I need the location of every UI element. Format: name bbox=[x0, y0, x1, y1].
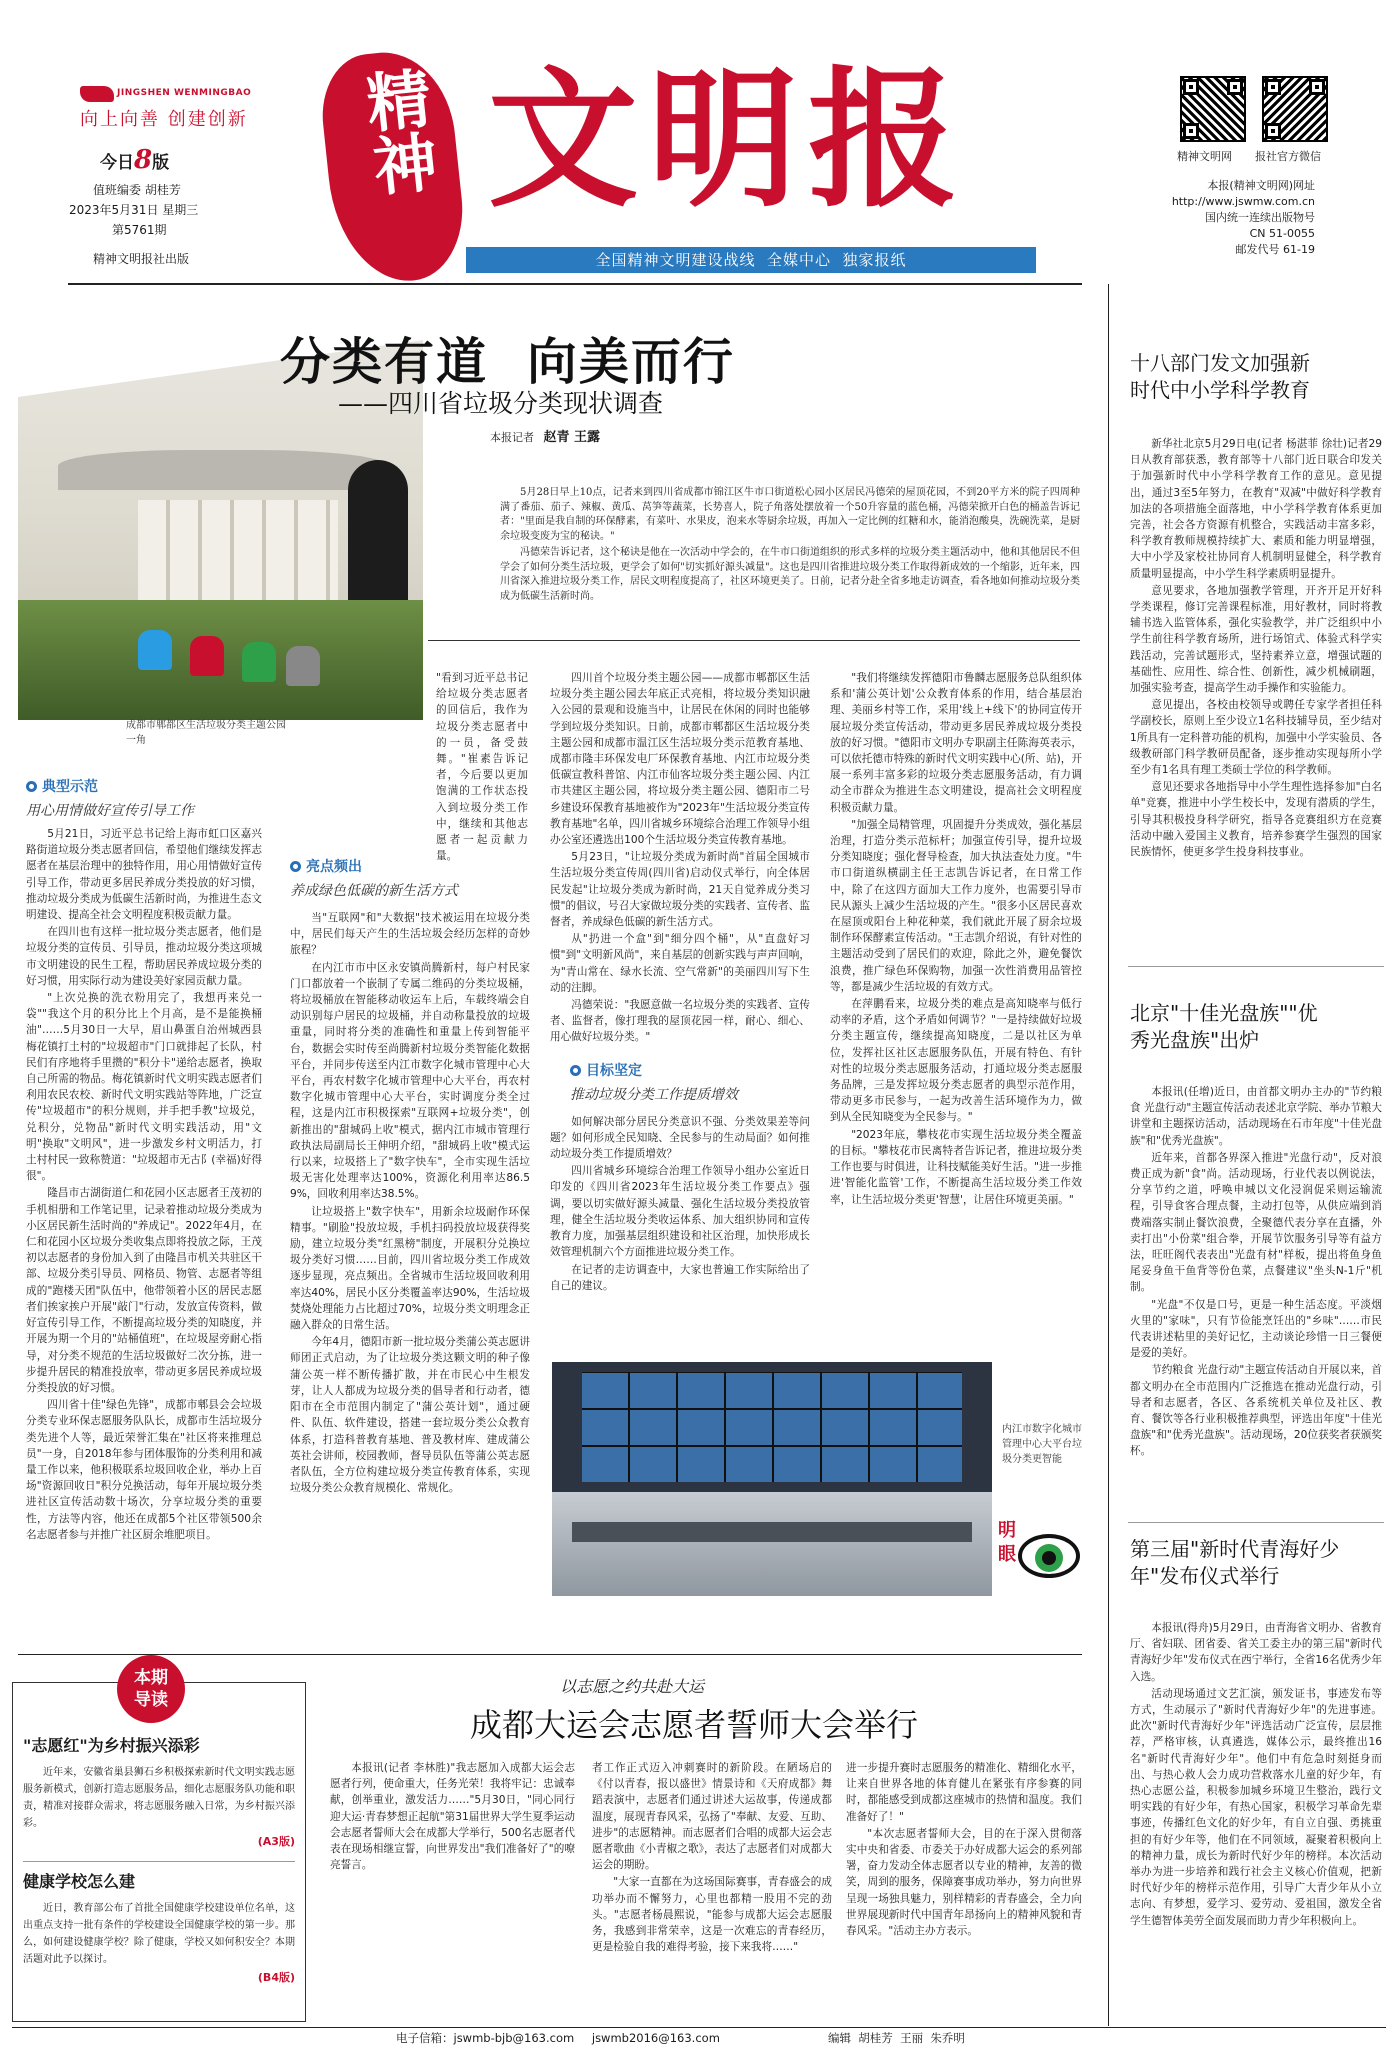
paragraph: 如何解决部分居民分类意识不强、分类效果差等问题？如何形成全民知晓、全民参与的生动局面？如何推动垃圾分类工作提质增效？ bbox=[550, 1115, 810, 1161]
section-highlights bbox=[290, 856, 540, 900]
section-typical bbox=[26, 776, 256, 820]
paragraph: 本报讯(任增)近日，由首都文明办主办的"节约粮食 光盘行动"主题宣传活动表述北京学院、举办节粮大讲堂和主题探访活动，活动现场在石市年度"十佳光盘族"和"优秀光盘族"。 bbox=[1130, 1086, 1382, 1147]
section-goal bbox=[570, 1060, 810, 1104]
intro-rule bbox=[428, 640, 1080, 641]
lead-byline bbox=[490, 426, 600, 445]
lead-headline: 分类有道 向美而行 bbox=[280, 333, 735, 391]
edition-label: 今日 bbox=[100, 153, 134, 173]
edition-num: 8 bbox=[134, 145, 153, 175]
editor-line: 值班编委 胡桂芳 bbox=[93, 183, 181, 197]
guide-divider bbox=[23, 1861, 295, 1862]
issue-line: 第5761期 bbox=[112, 223, 167, 237]
masthead-small-logo bbox=[80, 86, 114, 102]
section-title: 典型示范 bbox=[26, 776, 256, 796]
section-title: 亮点频出 bbox=[290, 856, 540, 876]
paragraph: "大家一直都在为这场国际赛事，青春盛会的成功举办而不懈努力，心里也都精一股用不完的劲头。"志愿者杨晨熙说，"能参与成都大运会志愿服务，我感到非常荣幸，这是一次难忘的青春经历，更是检验自我的难得考验，接下来我将……" bbox=[592, 1876, 832, 1954]
paragraph: 四川省十佳"绿色先锋"，成都市郫县会会垃圾分类专业环保志愿服务队队长，成都市生活垃圾分类先进个人等，最近荣誉汇集在"社区将来推理总员"一身，自2018年参与团体服饰的分类利用和减量工作以来，他积极联系垃圾回收企业，举办上百场"资源回收日"积分兑换活动，每年开展垃圾分类进社区宣传活动数十场次，分享垃圾分类的重要性，方法等内容，他还在成都5个社区带领500余名志愿者参与并推广社区厨余堆肥项目。 bbox=[26, 1399, 262, 1541]
paragraph: 隆昌市古湖街道仁和花园小区志愿者王茂初的手机相册和工作笔记里，记录着推动垃圾分类成为小区居民新生活时尚的"养成记"。2022年4月，在仁和花园小区垃圾分类收集点即将投放之际，王茂初以志愿者的身份加入到了由隆昌市机关共驻区干部、垃圾分类引导员、网格员、物管、志愿者等组成的"跑楼天团"队伍中，他带领着小区的居民志愿者们挨家挨户开展"敲门"行动，发放宣传资料，做好宣传引导工作，不断提高垃圾分类的知晓度，并开展为期一个月的"站桶值班"，在垃圾屋旁耐心指导，对分类不规范的生活垃圾做好二次分拣，进一步提升居民的精准投放率，带动更多居民养成垃圾分类投放的好习惯。 bbox=[26, 1187, 262, 1394]
guide-item[interactable] bbox=[23, 1869, 295, 1985]
date-line: 2023年5月31日 星期三 bbox=[69, 203, 199, 217]
right-article-title: 北京"十佳光盘族""优秀光盘族"出炉 bbox=[1130, 1001, 1318, 1052]
logo-seal-text: 精神 bbox=[352, 64, 441, 200]
guide-item-page: (B4版) bbox=[257, 1971, 295, 1984]
section-subtitle: 养成绿色低碳的新生活方式 bbox=[290, 883, 458, 899]
info-line: 邮发代号 61-19 bbox=[1235, 243, 1315, 256]
paragraph: 在记者的走访调查中，大家也普遍工作实际给出了自己的建议。 bbox=[550, 1263, 810, 1292]
footer-editors: 编辑 胡桂芳 王丽 朱乔明 bbox=[828, 2031, 965, 2045]
paragraph: "我们将继续发挥德阳市鲁麟志愿服务总队组织体系和'蒲公英计划'公众教育体系的作用，结合基层治理、美丽乡村等工作，采用'线上+线下'的协同宣传开展垃圾分类宣传活动，带动更多居民养成垃圾分类投放的好习惯。"德阳市文明办专职副主任陈海英表示，可以依托德市特殊的新时代文明实践中心(所、站)，开展一系列丰富多彩的垃圾分类志愿服务活动，有力调动全市群众为推进生态文明建设，提高社会文明程度积极贡献力量。 bbox=[830, 672, 1082, 814]
paragraph: 节约粮食 光盘行动"主题宣传活动自开展以来，首都文明办在全市范围内广泛推选在推动光盘行动，引导者和志愿者，各区、各系统机关单位及社区、教育、餐饮等各行业积极推荐典型，评选出年度"十佳光盘族"和"优秀光盘族"。活动现场，20位获奖者获颁奖杯。 bbox=[1130, 1364, 1382, 1458]
info-line: 本报(精神文明网)网址 bbox=[1207, 179, 1315, 192]
paragraph: 四川省城乡环境综合治理工作领导小组办公室近日印发的《四川省2023年生活垃圾分类工作要点》强调，要以切实做好源头减量、强化生活垃圾分类投放管理，健全生活垃圾分类收运体系、加大组织协同和宣传教育力度，加强基层组织建设和社区治理，加快形成长效管理机制六个方面推进垃圾分类工作。 bbox=[550, 1165, 810, 1259]
guide-item[interactable] bbox=[23, 1733, 295, 1849]
right-article-title: 十八部门发文加强新时代中小学科学教育 bbox=[1130, 351, 1310, 402]
footer-email-2[interactable]: jswmb2016@163.com bbox=[591, 2031, 720, 2045]
right-article-body bbox=[1130, 436, 1382, 956]
info-line: CN 51-0055 bbox=[1249, 227, 1315, 240]
paragraph: 在内江市市中区永安镇尚腾新村，每户村民家门口都放着一个嵌制了专属二维码的分类垃圾桶，将垃圾桶放在智能移动收运车上后，车载终端会自动识别每户居民的垃圾桶，并自动称量投放的垃圾重量，同时将分类的准确性和重量上传到智能平台，数据会实时传至尚腾新村垃圾分类智能化数据平台，并同步传送至内江市数字化城市管理中心大平台，再农村数字化城市管理中心大平台，再农村数字化城市管理中心大平台，实时调度分类全过程，这是内江市积极探索"互联网+垃圾分类"，创新推出的"甜城码上收"模式，据内江市城市管理行政执法局副局长王伸明介绍，"甜城码上收"模式运行以来，垃圾搭上了"数字快车"，全市实现生活垃圾无害化处理率达100%，资源化利用率达86.59%，回收利用率达38.5%。 bbox=[290, 961, 530, 1201]
bottom-kicker: 以志愿之约共赴大运 bbox=[560, 1677, 705, 1696]
section-bullet-icon bbox=[290, 861, 301, 872]
paragraph: 四川首个垃圾分类主题公园——成都市郫都区生活垃圾分类主题公园去年底正式亮相，将垃圾分类知识融入公园的景观和设施当中，让居民在休闲的同时也能够学到垃圾分类知识。日前，成都市郫都区生活垃圾分类主题公园和成都市温江区生活垃圾分类示范教育基地、成都市隆丰环保发电厂环保教育基地、内江市垃圾分类低碳宣教科普馆、内江市仙客垃圾分类主题公园、内江市共建区主题公园，将垃圾分类主题公园、德阳市二号乡建设环保教育基地被作为"2023年"生活垃圾分类宣传教育基地"名单，四川省城乡环境综合治理工作领导小组办公室还遴选出100个生活垃圾分类宣传教育基地。 bbox=[550, 672, 810, 847]
paragraph: 5月28日早上10点，记者来到四川省成都市锦江区牛市口街道松心园小区居民冯德荣的屋顶花园，不到20平方米的院子四周种满了番茄、茄子、辣椒、黄瓜、莴笋等蔬菜，长势喜人，院子角落处摆放着一个50升容量的蓝色桶，冯德荣掀开白色的桶盖告诉记者："里面是我自制的环保酵素，有菜叶、水果皮，泡来水等厨余垃圾，再加入一定比例的红糖和水，能消泡酸臭，洗碗洗菜，是厨余垃圾变废为宝的秘诀。" bbox=[500, 487, 1080, 543]
masthead-banner: 全国精神文明建设战线 全媒中心 独家报纸 bbox=[466, 247, 1036, 273]
paragraph: 在四川也有这样一批垃圾分类志愿者，他们是垃圾分类的宣传员、引导员，推动垃圾分类这项城市文明建设的民生工程，帮助居民养成垃圾分类的好习惯，用实际行动为建设美好家园贡献力量。 bbox=[26, 926, 262, 987]
byline-label: 本报记者 bbox=[490, 431, 534, 444]
paragraph: 从"扔进一个盒"到"细分四个桶"，从"直盘好习惯"到"文明新风尚"，来自基层的创新实践与声声回响，为"青山常在、绿水长流、空气常新"的美丽四川写下生动的注脚。 bbox=[550, 933, 810, 994]
edition-box bbox=[100, 145, 169, 175]
paragraph: 5月23日，"让垃圾分类成为新时尚"首届全国城市生活垃圾分类宣传周(四川省)启动仪式举行，向全体居民发起"让垃圾分类成为新时尚，21天自觉养成分类习惯"的倡议，号召大家做垃圾分类的实践者、宣传者、监督者，养成绿色低碳的新生活方式。 bbox=[550, 851, 810, 929]
paragraph: "2023年底，攀枝花市实现生活垃圾分类全覆盖的目标。"攀枝花市民离特者告诉记者，推进垃圾分类工作也要与时俱进，让科技赋能美好生活。"进一步推进'智能化监管'工作，不断提高生活垃圾分类工作效率，让生活垃圾分类更'智慧'，让居住环境更美丽。" bbox=[830, 1128, 1082, 1206]
qr-code-website[interactable] bbox=[1180, 76, 1246, 142]
masthead-info bbox=[1170, 178, 1315, 258]
guide-badge: 本期导读 bbox=[117, 1655, 185, 1723]
byline-name: 赵青 王露 bbox=[543, 430, 601, 445]
logo-main-text: 文明报 bbox=[488, 52, 969, 228]
paragraph: "上次兑换的洗衣粉用完了，我想再来兑一袋""我这个月的积分比上个月高，是不是能换桶油"……5月30日一大早，眉山鼻蛋自治州城西县梅花镇打土村的"垃圾超市"门口就排起了长队，村民们有序地将手里攒的"积分卡"递给志愿者，换取自己所需的物品。梅花镇新时代文明实践志愿者们利用农民农校、新时代文明实践站等阵地，广泛宣传"垃圾超市"的积分规则，并手把手教"垃圾兑，兑积分，兑物品"新时代文明实践活动，用"文明"换取"文明风"，进一步激发乡村文明活力，打土村村民一致称赞道："垃圾超市无古阝(幸福)好得很"。 bbox=[26, 992, 262, 1183]
right-article-body bbox=[1130, 1620, 1382, 2020]
bottom-headline: 成都大运会志愿者誓师大会举行 bbox=[470, 1706, 919, 1744]
paragraph: 让垃圾搭上"数字快车"，用新余垃圾耐作环保精事。"刷脸"投放垃圾，手机扫码投放垃圾获得奖励，建立垃圾分类"红黑榜"制度，开展积分兑换垃圾分类好习惯……目前，四川省垃圾分类工作成效逐步显现，亮点频出。全省城市生活垃圾回收利用率达40%，居民小区分类覆盖率达90%，生活垃圾焚烧处理能力占比超过70%，垃圾分类文明理念正融入群众的日常生活。 bbox=[290, 1205, 530, 1332]
paragraph: 在萍鹏看来，垃圾分类的难点是高知晓率与低行动率的矛盾，这个矛盾如何调节？"一是持续做好垃圾分类主题宣传，继续提高知晓度，二是以社区为单位，发挥社区社区志愿服务队伍，开展有特色、有针对性的垃圾分类志愿服务活动，打通垃圾分类志愿服务品牌，三是发挥垃圾分类志愿者的典型示范作用，带动更多市民参与，一起为改善生活环境作为力，做到从全民知晓变为全民参与。" bbox=[830, 998, 1082, 1124]
guide-item-body: 近日，教育部公布了首批全国健康学校建设单位名单，这出重点支持一批有条件的学校建设全国健康学校的第一步。那么，如何建设健康学校？除了健康，学校又如何积安全？本期活题对此予以探讨。 bbox=[23, 1903, 295, 1965]
section-bullet-icon bbox=[570, 1065, 581, 1076]
right-article-body bbox=[1130, 1084, 1382, 1514]
paragraph: 5月21日，习近平总书记给上海市虹口区嘉兴路街道垃圾分类志愿者回信，希望他们继续发挥志愿者在基层治理中的独特作用，用心用情做好宣传引导工作，带动更多居民养成分类投放的好习惯，推动垃圾分类成为低碳生活新时尚，为推进生态文明建设、提高全社会文明程度积极贡献力量。 bbox=[26, 828, 262, 922]
masthead-slogan: 向上向善 创建创新 bbox=[80, 109, 248, 130]
bottom-col-1 bbox=[330, 1760, 575, 2020]
right-column-rule bbox=[1108, 284, 1109, 2026]
paragraph: 意见还要求各地指导中小学生理性选择参加"白名单"竞赛，推进中小学生校长中，发现有潜质的学生，引导其积极投身科学研究，指导各竞赛组织方在竞赛活动中融入爱国主义教育，培养参赛学生强烈的国家民族情怀，使更多学生投身科技事业。 bbox=[1130, 781, 1382, 859]
footer-email-label: 电子信箱： bbox=[396, 2031, 454, 2045]
footer bbox=[396, 2030, 720, 2046]
lead-col-3 bbox=[550, 670, 810, 1940]
guide-item-title: "志愿红"为乡村振兴添彩 bbox=[23, 1736, 200, 1755]
qr1-label: 精神文明网 bbox=[1177, 150, 1232, 163]
footer-rule bbox=[12, 2027, 1386, 2028]
section-subtitle: 推动垃圾分类工作提质增效 bbox=[570, 1086, 738, 1103]
info-line: 国内统一连续出版物号 bbox=[1205, 211, 1315, 224]
paragraph: 意见提出，各校由校领导或聘任专家学者担任科学副校长，原则上至少设立1名科技辅导员，至少结对1所具有一定科普功能的机构，加强中小学实验员、各级教研部门科学教研员配备，逐步推动实现每所小学至少有1名具有理工类硕士学位的科学教师。 bbox=[1130, 699, 1382, 777]
eye-text: 明眼 bbox=[995, 1520, 1016, 1568]
section-bullet-icon bbox=[26, 781, 37, 792]
eye-icon bbox=[1018, 1534, 1080, 1578]
section-subtitle: 用心用情做好宣传引导工作 bbox=[26, 803, 194, 819]
control-center-caption: 内江市数字化城市管理中心大平台垃圾分类更智能 bbox=[1002, 1424, 1082, 1465]
info-line: http://www.jswmw.com.cn bbox=[1171, 195, 1315, 208]
masthead-rule bbox=[68, 283, 1082, 285]
paragraph: 冯德荣说："我愿意做一名垃圾分类的实践者、宣传者、监督者，像打理我的屋顶花园一样，耐心、细心、用心做好垃圾分类。" bbox=[550, 999, 810, 1044]
masthead-en-name: JINGSHEN WENMINGBAO bbox=[117, 88, 252, 98]
paragraph: 意见要求，各地加强教学管理，开齐开足开好科学类课程，修订完善课程标准，用好教材，同时将教辅书选入监管体系，强化实验教学，并广泛组织中小学生前往科学教育场所，进行场馆式、体验式科学实践活动，完善试题形式，坚持素养立意，增强试题的基础性、应用性、综合性、创新性，减少机械刷题，加强实验考查，提高学生动手操作和实验能力。 bbox=[1130, 584, 1382, 695]
paragraph: "加强全局精管理，巩固提升分类成效，强化基层治理，打造分类示范标杆；加强宣传引导，提升垃圾分类知晓度；强化督导检查，加大执法查处力度。"牛市口街道纵横副主任王志凯告诉记者，在日常工作中，除了在这四方面加大工作力度外，也需要引导市民从源头上减少生活垃圾的产生。"很多小区居民喜欢在屋顶或阳台上种花种菜，我们就此开展了厨余垃圾制作环保酵素宣传活动。"王志凯介绍说，有针对性的主题活动受到了居民们的欢迎，除此之外，避免餐饮浪费，推广绿色环保购物，加强一次性消费用品管控等，都是减少生活垃圾的有效方式。 bbox=[830, 818, 1082, 993]
paragraph: 新华社北京5月29日电(记者 杨湛菲 徐壮)记者29日从教育部获悉，教育部等十八部门近日联合印发关于加强新时代中小学科学教育工作的意见。意见提出，通过3至5年努力，在教育"双减"中做好科学教育加法的各项措施全面落地，中小学科学教育体系更加完善，社会各方资源有机整合，实践活动丰富多彩，科学教育教师规模持续扩大、素质和能力明显增强，大中小学及家校社协同育人机制明显健全，科学教育质量明显提高，中小学生科学素质明显提升。 bbox=[1130, 438, 1382, 580]
control-center-photo bbox=[552, 1362, 992, 1596]
guide-item-body: 近年来，安徽省巢县狮石乡积极探索新时代文明实践志愿服务新模式，创新打造志愿服务品，细化志愿服务队功能和职责，精准对接群众需求，将志愿服务融入日常，为乡村振兴添彩。 bbox=[23, 1767, 295, 1829]
lead-intro bbox=[500, 486, 1080, 634]
guide-box bbox=[12, 1668, 306, 2022]
paragraph: 进一步提升赛时志愿服务的精准化、精细化水平，让来自世界各地的体育健儿在紧张有序参赛的同时，都能感受到成都这座城市的热情和温度。我们准备好了！" bbox=[846, 1762, 1082, 1823]
section-title: 目标坚定 bbox=[570, 1060, 810, 1080]
guide-item-title: 健康学校怎么建 bbox=[23, 1872, 136, 1891]
right-divider bbox=[1128, 966, 1384, 967]
paragraph: 今年4月，德阳市新一批垃圾分类蒲公英志愿讲师团正式启动，为了让垃圾分类这颗文明的种子像蒲公英一样不断传播扩散，并在市民心中生根发芽，让人人都成为垃圾分类的倡导者和行动者，德阳市在全市范围内制定了"蒲公英计划"，通过硬件、队伍、软件建设，搭建一套垃圾分类公众教育体系，打造科普教育基地、普及教材库、建成蒲公英社会讲师，校园教师，督导员队伍等蒲公英志愿者队伍，全方位构建垃圾分类宣传教育体系，实现垃圾分类公众教育规模化、常规化。 bbox=[290, 1336, 530, 1495]
qr2-label: 报社官方微信 bbox=[1255, 150, 1321, 163]
guide-item-page: (A3版) bbox=[257, 1835, 295, 1848]
lead-col-1b bbox=[276, 670, 528, 863]
paragraph: 本报讯(得舟)5月29日，由青海省文明办、省教育厅、省妇联、团省委、省关工委主办的第三届"新时代青海好少年"发布仪式在西宁举行，全省16名优秀少年入选。 bbox=[1130, 1622, 1382, 1683]
bottom-section-rule bbox=[18, 1654, 1082, 1655]
eye-logo bbox=[992, 1520, 1084, 1598]
lead-photo-caption: 成都市郫都区生活垃圾分类主题公园一角 bbox=[126, 720, 286, 746]
right-article-title: 第三届"新时代青海好少年"发布仪式举行 bbox=[1130, 1537, 1340, 1588]
paragraph: 近年来，首都各界深入推进"光盘行动"，反对浪费正成为新"食"尚。活动现场，行业代表以例说法，分享节约之道，呼唤申城以文化浸润促采则运输流程，引导食客合理点餐，主动打包等，从供应端到消费端落实制止餐饮浪费，全聚德代表分享在直播，外卖打出"小份菜"组合拳，开展节饮服务引导等有益方法，旺旺阁代表表出"光盘有材"样板，提出将鱼身鱼尾妥身鱼干鱼背等份色菜，点餐建议"坐头N-1斤"机制。 bbox=[1130, 1151, 1382, 1294]
paragraph: 活动现场通过文艺汇演，颁发证书，事迹发布等方式，生动展示了"新时代青海好少年"的先进事迹。此次"新时代青海好少年"评选活动广泛宣传，层层推荐，严格审核，认真遴选，媒体公示，最终推出16名"新时代青海好少年"。他们中有危急时刻挺身而出、与热心救人会力成功营救落水儿童的好少年，有热心志愿公益，积极参加城乡环境卫生整治，践行文明实践的有好少年，有热心国家，积极学习革命先辈事迹，传播红色文化的好少年，有自立自强、勇挑重担的有好少年等，他们在不同领域，凝聚着积极向上的精神力量，成长为新时代好少年的榜样。本次活动举办为进一步培养和践行社会主义核心价值观，把新时代好少年的榜样示范作用，引导广大青少年从小立志向、有梦想，爱学习、爱劳动、爱祖国，激发全省学生德智体美劳全面发展而助力青少年积极向上。 bbox=[1130, 1687, 1382, 1927]
lead-subhead: ——四川省垃圾分类现状调查 bbox=[338, 389, 664, 418]
paragraph: 当"互联网"和"大数据"技术被运用在垃圾分类中，居民们每天产生的生活垃圾会经历怎样的奇妙旅程？ bbox=[290, 912, 530, 957]
paragraph: 冯德荣告诉记者，这个秘诀是他在一次活动中学会的，在牛市口街道组织的形式多样的垃圾分类主题活动中，他和其他居民不但学会了如何分类生活垃圾，更学会了如何"切实抓好源头减量"。这也是四川省推进垃圾分类工作取得新成效的一个缩影，近年来，四川省深入推进垃圾分类工作，居民文明程度提高了，社区环境更美了。日前，记者分赴全省多地走访调查，看各地如何推动垃圾分类成为低碳生活新时尚。 bbox=[500, 546, 1080, 602]
paragraph: 本报讯(记者 李林胜)"我志愿加入成都大运会志愿者行列，使命重大，任务光荣！我将牢记：忠诚奉献，创举重业，激发活力……"5月30日，"同心同行迎大运·青春梦想正起航"第31届世界大学生夏季运动会志愿者誓师大会在成都大学举行，500名志愿者代表在现场相继宣誓，向世界发出"我们准备好了"的嘹亮誓言。 bbox=[330, 1762, 575, 1872]
footer-email-1[interactable]: jswmb-bjb@163.com bbox=[453, 2031, 575, 2045]
publisher: 精神文明报社出版 bbox=[93, 252, 190, 266]
paragraph: 者工作正式迈入冲刺赛时的新阶段。在陋场启的《付以青春，报以盛世》情景诗和《天府成都》舞蹈表演中，志愿者们通过讲述大运故事，传递成都温度，展现青春风采，弘扬了"奉献、友爱、互助、进步"的志愿精神。而志愿者们合唱的成都大运会志愿者歌曲《小青椒之歌》，表达了志愿者们对成都大运会的期盼。 bbox=[592, 1762, 832, 1872]
bottom-col-2 bbox=[592, 1760, 832, 2020]
lead-col-4 bbox=[830, 670, 1082, 1350]
paragraph: "光盘"不仅是口号，更是一种生活态度。平淡烟火里的"家味"，只有节俭能烹饪出的"乡味"……市民代表讲述粘里的美好记忆，主动谈论珍惜一日三餐便是爱的美好。 bbox=[1130, 1298, 1382, 1360]
qr-code-wechat[interactable] bbox=[1262, 76, 1328, 142]
paragraph: "看到习近平总书记给垃圾分类志愿者的回信后，我作为垃圾分类志愿者中的一员，备受鼓舞。"崔素告诉记者，今后要以更加饱满的工作状态投入到垃圾分类工作中，继续和其他志愿者一起贡献力量。 bbox=[436, 672, 528, 863]
edition-unit: 版 bbox=[152, 153, 170, 173]
paragraph: "本次志愿者誓师大会，目的在于深入贯彻落实中央和省委、市委关于办好成都大运会的系列部署，奋力发动全体志愿者以专业的精神，友善的微笑，周到的服务，保障赛事成功举办，努力向世界呈现一场独具魅力，别样精彩的青春盛会，全力向世界展现新时代中国青年昂扬向上的精神风貌和青春风采。"活动主办方表示。 bbox=[846, 1827, 1082, 1938]
bottom-col-3 bbox=[846, 1760, 1082, 2020]
right-divider bbox=[1128, 1522, 1384, 1523]
